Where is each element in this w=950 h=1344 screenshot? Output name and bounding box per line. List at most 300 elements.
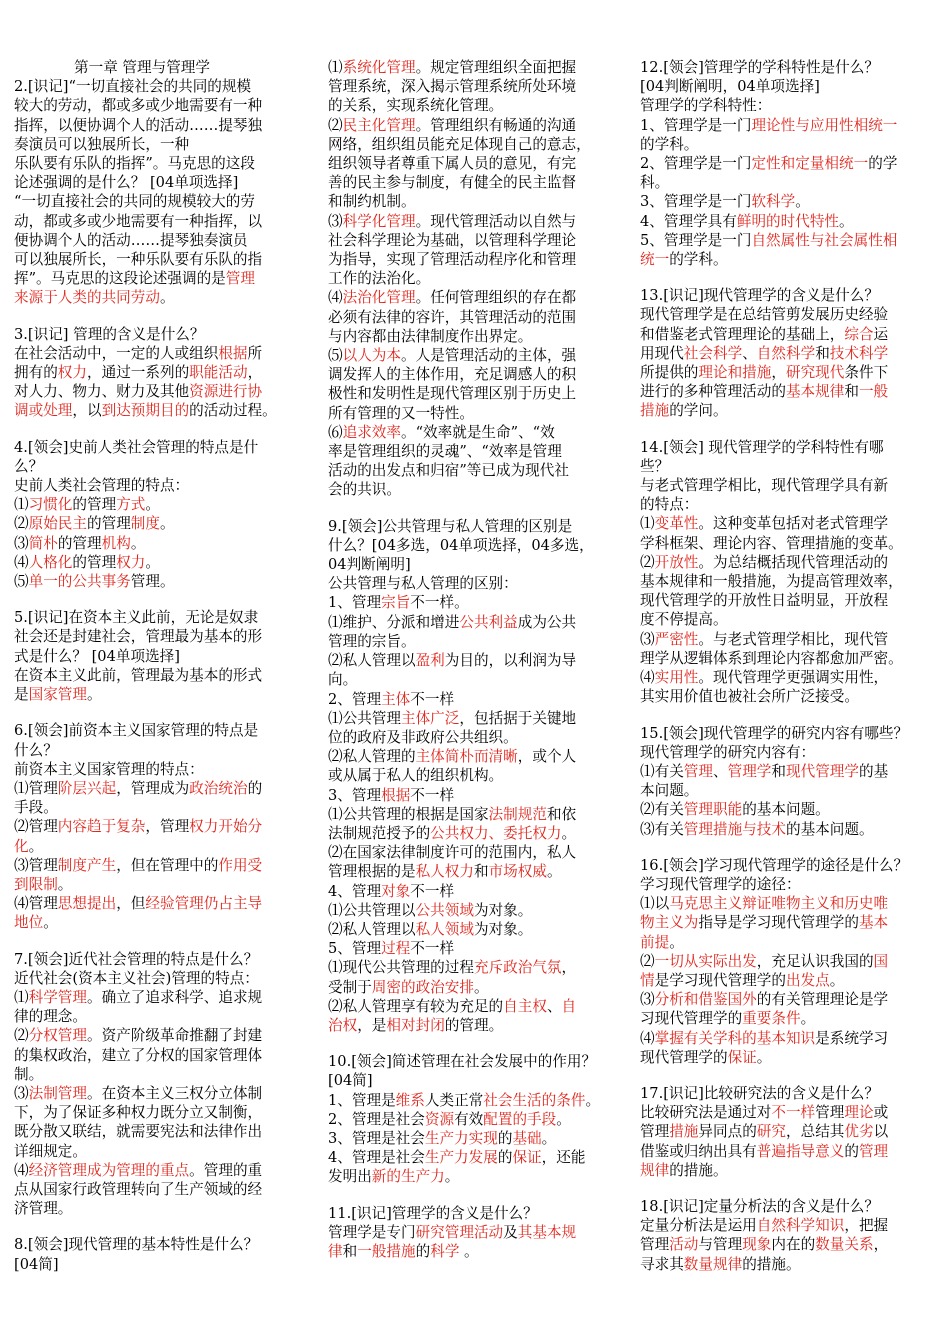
text-line — [14, 1026, 306, 1045]
text-run: 的基本问题。 — [785, 820, 874, 838]
text-run: 史前人类社会管理的特点： — [14, 477, 190, 495]
text-run: ，总结其 — [786, 1123, 845, 1141]
text-line — [14, 495, 306, 514]
text-run: 。 — [541, 1129, 557, 1147]
text-run: 。 — [28, 837, 44, 855]
text-run: 的集权政治，建立了分权的国家管理体 — [14, 1046, 263, 1064]
section-gap — [640, 839, 936, 856]
key-term: 自然属性与社会属性相 — [751, 231, 898, 249]
text-run: 5、管理 — [328, 940, 382, 958]
text-run: 为对象。 — [473, 901, 533, 919]
text-line — [640, 572, 936, 591]
text-run: 4、管理是社会 — [328, 1149, 425, 1167]
text-line — [328, 574, 624, 593]
text-run: 的管理 — [87, 515, 131, 533]
text-run: 不一样 — [410, 786, 455, 804]
text-run: 可以独展所长，一种乐队要有乐队的指 — [14, 251, 263, 269]
text-line — [640, 534, 936, 553]
text-line — [14, 534, 306, 553]
text-line — [640, 231, 936, 250]
text-run: 的 — [844, 1142, 859, 1160]
text-run: 条件下 — [844, 364, 889, 382]
key-term: 活动 — [669, 1236, 699, 1254]
text-line — [640, 952, 936, 971]
text-line — [14, 572, 306, 591]
text-line — [328, 192, 624, 211]
text-line — [14, 438, 306, 457]
key-term: 生产力实现 — [424, 1129, 498, 1147]
text-run: 15.[领会]现代管理学的研究内容有哪些？ — [640, 724, 909, 742]
text-line — [328, 173, 624, 192]
text-run: 进行的多种管理活动的 — [640, 383, 786, 401]
text-line — [640, 476, 936, 495]
key-term: 阶层兴起 — [57, 779, 117, 797]
text-run: ⑵私人管理的 — [328, 748, 416, 766]
text-run: 是系统学习 — [815, 1029, 889, 1047]
text-run: 运 — [873, 325, 889, 343]
text-run: ， — [873, 1236, 889, 1254]
text-run: 公共管理与私人管理的区别： — [328, 575, 518, 593]
key-term: 作用受 — [218, 856, 263, 874]
text-run: “一切直接社会的共同的规模较大的劳 — [14, 193, 255, 211]
key-term: 来源于人类的共同劳动 — [14, 289, 160, 307]
text-line — [328, 269, 624, 288]
text-line — [328, 978, 624, 997]
key-term: 到达预期目的 — [101, 402, 190, 420]
text-run: ⑶ — [640, 991, 655, 1009]
text-run: 善的民主参与制度，有健全的民主监督 — [328, 174, 577, 192]
text-run: [04简] — [14, 1255, 59, 1273]
text-run: 。确立了追求科学、追求规 — [87, 988, 263, 1006]
text-run: 不一样 — [410, 690, 455, 708]
key-term: 新的生产力 — [371, 1168, 445, 1186]
text-run: 较大的劳动，都或多或少地需要有一种 — [14, 97, 263, 115]
text-run: 第一章 管理与管理学 — [74, 59, 210, 76]
text-run: 动，都或多或少地需要有一种指挥，以 — [14, 212, 263, 230]
text-line — [328, 250, 624, 269]
text-run: 。任何管理组织的存在都 — [415, 289, 577, 307]
text-run: 什么？[04多选，04单项选择，04多选， — [328, 536, 594, 554]
text-run: 3、管理 — [328, 786, 382, 804]
text-line — [640, 457, 936, 476]
text-run: 4.[领会]史前人类社会管理的特点是什 — [14, 438, 259, 456]
key-term: 分析和借鉴国外 — [654, 991, 757, 1009]
key-term: 其基本规 — [517, 1223, 577, 1241]
text-line — [328, 461, 624, 480]
key-term: 措施 — [640, 402, 670, 420]
text-run: 律的理念。 — [14, 1008, 87, 1026]
text-run: 不一样 — [410, 940, 455, 958]
text-run: ，但在管理中的 — [116, 856, 219, 874]
text-run: 挥”。马克思的这段论述强调的是 — [14, 270, 226, 288]
text-line — [640, 382, 936, 401]
text-line — [328, 1071, 624, 1090]
key-term: 理论性与应用性相统一 — [751, 116, 898, 134]
text-run: 对人力、物力、财力及其他 — [14, 383, 190, 401]
text-line — [640, 933, 936, 952]
text-run: ⑵管理 — [14, 818, 58, 836]
section-gap — [14, 704, 306, 721]
text-line — [328, 593, 624, 612]
text-line — [640, 1029, 936, 1048]
text-run: ⑷ — [14, 553, 29, 571]
text-line — [328, 651, 624, 670]
text-line — [14, 457, 306, 476]
text-run: 学科框架、理论内容、管理措施的变革。 — [640, 534, 903, 552]
text-line — [640, 58, 936, 77]
text-run: 。为总结概括现代管理活动的 — [698, 553, 889, 571]
key-term: 一般措施 — [357, 1242, 416, 1260]
key-term: 主体广泛 — [400, 709, 460, 727]
text-line — [14, 1122, 306, 1141]
key-term: 措施 — [669, 1123, 699, 1141]
key-term: 公共领域 — [415, 901, 474, 919]
text-line — [328, 116, 624, 135]
section-gap — [640, 707, 936, 724]
text-run: 5、管理学是一门 — [640, 231, 752, 249]
text-line — [328, 1110, 624, 1129]
key-term: 追求效率 — [342, 423, 401, 441]
key-term: 规律 — [640, 1161, 670, 1179]
key-term: 职能活动 — [189, 364, 248, 382]
text-line — [14, 382, 306, 401]
text-line — [14, 173, 306, 192]
text-run: 9.[领会]公共管理与私人管理的区别是 — [328, 517, 573, 535]
text-run: 不一样。 — [410, 594, 469, 612]
key-term: 实用性 — [654, 669, 699, 687]
key-term: 情 — [640, 971, 655, 989]
text-run: 为对象。 — [473, 920, 533, 938]
text-line — [328, 1052, 624, 1071]
text-run: ，通过一系列的 — [87, 364, 190, 382]
key-term: 理论和措施 — [698, 364, 772, 382]
key-term: 相对封闭 — [386, 1016, 445, 1034]
key-term: 一切从实际出发 — [654, 952, 757, 970]
text-run: ⑶ — [14, 534, 29, 552]
text-line — [14, 1046, 306, 1065]
key-term: 习惯化 — [28, 496, 73, 514]
text-line — [640, 401, 936, 420]
text-line — [14, 666, 306, 685]
text-line — [328, 939, 624, 958]
text-run: 。现代管理活动以自然与 — [415, 212, 577, 230]
text-run: 。管理组织有畅通的沟通 — [415, 116, 577, 134]
text-run: 和 — [342, 1242, 358, 1260]
text-line — [640, 971, 936, 990]
text-run: 6.[领会]前资本主义国家管理的特点是 — [14, 722, 259, 740]
text-run: 其实用价值也被社会所广泛接受。 — [640, 688, 859, 706]
text-run: 手段。 — [14, 799, 58, 817]
text-run: 管理的宗旨。 — [328, 632, 416, 650]
key-term: 基本规律 — [785, 383, 845, 401]
key-term: 管理 — [225, 270, 255, 288]
text-run: 不一样 — [410, 882, 455, 900]
text-run: 的 — [415, 1242, 431, 1260]
text-line — [328, 135, 624, 154]
text-run: ，把握 — [844, 1217, 889, 1235]
key-term: 机构 — [101, 534, 131, 552]
section-gap — [328, 500, 624, 517]
text-line — [640, 762, 936, 781]
text-line — [14, 856, 306, 875]
text-run: 的特点： — [640, 496, 699, 514]
text-run: 16.[领会]学习现代管理学的途径是什么？ — [640, 856, 909, 874]
key-term: 分权管理 — [28, 1027, 87, 1045]
text-run: 4、管理学具有 — [640, 212, 737, 230]
text-line — [14, 608, 306, 627]
text-line — [328, 77, 624, 96]
text-run: 的 — [497, 1149, 513, 1167]
text-run: 。 — [546, 863, 562, 881]
text-line — [328, 709, 624, 728]
text-run: 和借鉴老式管理理论的基础上， — [640, 325, 845, 343]
text-line — [14, 1103, 306, 1122]
text-line — [328, 1167, 624, 1186]
key-term: 管理措施与技术 — [683, 820, 786, 838]
text-line — [14, 1007, 306, 1026]
text-run: ，管理 — [145, 818, 190, 836]
text-run: 。人是管理活动的主体，强 — [401, 347, 577, 365]
key-term: 科学管理 — [28, 988, 87, 1006]
text-run: 管理 — [640, 1123, 670, 1141]
text-run: 。 — [800, 1010, 816, 1028]
text-run: 工作的法治化。 — [328, 270, 431, 288]
text-line — [328, 517, 624, 536]
text-line — [328, 1242, 624, 1261]
key-term: 数量关系 — [815, 1236, 874, 1254]
key-term: 保证 — [727, 1048, 757, 1066]
text-run: 。 — [756, 1048, 772, 1066]
text-line — [640, 514, 936, 533]
text-line — [640, 649, 936, 668]
column-left — [14, 58, 306, 1274]
text-line — [328, 555, 624, 574]
text-run: 奏演员可以独展所长，一种 — [14, 135, 190, 153]
text-line — [14, 192, 306, 211]
key-term: 过程 — [381, 940, 411, 958]
text-line — [640, 913, 936, 932]
key-term: 公共利益 — [459, 613, 518, 631]
text-run: 乐队要有乐队的指挥”。马克思的这段 — [14, 155, 255, 173]
key-term: 公共权力、委托权力 — [430, 824, 562, 842]
key-term: 出发点 — [785, 971, 830, 989]
text-run: 的管理 — [72, 496, 117, 514]
text-line — [14, 269, 306, 288]
key-term: 原始民主 — [28, 515, 87, 533]
text-run: 受制于 — [328, 978, 372, 996]
key-term: 社会生活的条件 — [483, 1091, 586, 1109]
text-run: 2、管理 — [328, 690, 382, 708]
key-term: 基础 — [512, 1129, 542, 1147]
text-line — [14, 553, 306, 572]
text-run: 拥有的 — [14, 364, 58, 382]
key-term: 法制规范 — [488, 805, 547, 823]
text-line — [640, 553, 936, 572]
text-run: 点从国家行政管理转向了生产领域的经 — [14, 1180, 263, 1198]
key-term: 法制管理 — [28, 1084, 87, 1102]
text-run: 。这种变革包括对老式管理学 — [698, 515, 889, 533]
text-run: 以 — [873, 1123, 889, 1141]
text-run: 11.[识记]管理学的含义是什么？ — [328, 1204, 538, 1222]
text-line — [14, 212, 306, 231]
text-run: 12.[领会]管理学的学科特性是什么？ — [640, 59, 879, 76]
text-run: ⑷ — [640, 1029, 655, 1047]
text-line — [14, 875, 306, 894]
text-line — [14, 817, 306, 836]
text-run: 既分散又联结，就需要宪法和法律作出 — [14, 1123, 263, 1141]
key-term: 普遍指导意义 — [756, 1142, 845, 1160]
text-line — [14, 116, 306, 135]
text-run: 。管理的重 — [189, 1161, 263, 1179]
key-term: 研究现代 — [785, 364, 845, 382]
text-line — [640, 856, 936, 875]
text-run: 1、管理学是一门 — [640, 116, 752, 134]
text-line — [14, 627, 306, 646]
text-line — [328, 670, 624, 689]
text-line — [640, 363, 936, 382]
text-line — [14, 401, 306, 420]
key-term: 国 — [873, 952, 889, 970]
key-term: 充斥政治气氛 — [473, 959, 562, 977]
text-line — [640, 990, 936, 1009]
key-term: 市场权威 — [488, 863, 547, 881]
key-term: 对象 — [381, 882, 411, 900]
text-run: ⑴ — [14, 496, 29, 514]
key-term: 一般 — [858, 383, 889, 401]
text-run: 04判断阐明] — [328, 556, 411, 574]
text-line — [328, 1148, 624, 1167]
text-line — [640, 820, 936, 839]
text-run: 。 — [795, 193, 810, 211]
section-gap — [14, 1218, 306, 1235]
key-term: 研究 — [756, 1123, 786, 1141]
text-run: 与老式管理学相比，现代管理学具有新 — [640, 477, 889, 495]
text-run: ⑶ — [14, 1084, 29, 1102]
text-line — [328, 231, 624, 250]
text-run: 。 — [145, 496, 161, 514]
text-line — [640, 1255, 936, 1274]
text-line — [328, 480, 624, 499]
text-run: 。 — [473, 978, 489, 996]
text-line — [640, 687, 936, 706]
text-run: 网络，组织组员能充足体现自己的意志， — [328, 135, 591, 153]
text-run: 1、管理 — [328, 594, 382, 612]
text-line — [640, 1216, 936, 1235]
text-line — [14, 1235, 306, 1254]
text-run: 极性和发明性是现代管理区别于历史上 — [328, 385, 577, 403]
text-line — [328, 1129, 624, 1148]
text-run: 的管理 — [72, 553, 117, 571]
text-run: 的基 — [859, 762, 889, 780]
text-line — [640, 96, 936, 115]
text-run: 13.[识记]现代管理学的含义是什么？ — [640, 287, 879, 305]
text-run: 3.[识记] 管理的含义是什么？ — [14, 325, 205, 343]
section-gap — [328, 1035, 624, 1052]
text-run: 异同点的 — [698, 1123, 757, 1141]
text-line — [14, 1065, 306, 1084]
text-run: 向。 — [328, 671, 358, 689]
key-term: 资源进行协 — [189, 383, 263, 401]
key-term: 综合 — [844, 325, 874, 343]
text-line — [14, 135, 306, 154]
text-line — [328, 690, 624, 709]
text-run: 。 — [444, 1168, 460, 1186]
text-line — [640, 668, 936, 687]
text-line — [640, 591, 936, 610]
text-run: 2、管理是社会 — [328, 1110, 425, 1128]
text-run: 制。 — [14, 1065, 44, 1083]
text-line — [640, 1048, 936, 1067]
text-line — [328, 442, 624, 461]
text-run: 的基本问题。 — [742, 801, 830, 819]
text-line — [328, 384, 624, 403]
text-run: 社会还是封建社会，管理最为基本的形 — [14, 628, 263, 646]
text-run: 2.[识记]“一切直接社会的共同的规模 — [14, 78, 252, 96]
text-line — [640, 781, 936, 800]
text-run: 什么？ — [14, 741, 58, 759]
text-line — [328, 1223, 624, 1242]
text-run: 14.[领会] 现代管理学的学科特性有哪 — [640, 438, 884, 456]
text-line — [640, 800, 936, 819]
text-run: 定量分析法是运用 — [640, 1217, 757, 1235]
text-run: ⑵在国家法律制度许可的范围内，私人 — [328, 844, 577, 862]
text-run: 及 — [503, 1223, 518, 1241]
text-run: 本问题。 — [640, 782, 699, 800]
text-run: ⑷管理 — [14, 895, 58, 913]
key-term: 治权 — [328, 1016, 358, 1034]
text-run: 。 — [459, 1242, 479, 1260]
text-line — [640, 250, 936, 269]
text-run: 管理 — [815, 1104, 845, 1122]
text-line — [640, 495, 936, 514]
text-run: 。 — [87, 686, 102, 704]
key-term: 权力 — [57, 364, 87, 382]
text-run: 。 — [839, 212, 854, 230]
text-run: 指导是学习现代管理学的 — [698, 914, 859, 932]
text-line — [328, 862, 624, 881]
key-term: 主体简朴而清晰 — [415, 748, 518, 766]
text-run: 成为公共 — [517, 613, 577, 631]
key-term: 生产力发展 — [424, 1149, 498, 1167]
text-line — [328, 404, 624, 423]
text-line — [14, 476, 306, 495]
text-line — [640, 325, 936, 344]
text-line — [14, 1084, 306, 1103]
text-run: [04简] — [328, 1072, 373, 1090]
text-line — [640, 875, 936, 894]
text-line — [328, 212, 624, 231]
text-line — [328, 958, 624, 977]
text-run: 。 — [43, 914, 58, 932]
key-term: 变革性 — [654, 515, 699, 533]
text-line — [640, 1142, 936, 1161]
text-run: 位的政府及非政府公共组织。 — [328, 728, 518, 746]
text-line — [640, 77, 936, 96]
chapter-title — [14, 58, 306, 77]
text-line — [328, 632, 624, 651]
key-term: 私人权力 — [415, 863, 474, 881]
text-run: ，管理成为 — [116, 779, 190, 797]
text-run: 式是什么？ [04单项选择] — [14, 647, 180, 665]
key-term: 盈利 — [415, 652, 445, 670]
text-line — [640, 192, 936, 211]
text-run: 7.[领会]近代社会管理的特点是什么？ — [14, 950, 259, 968]
column-right — [640, 58, 936, 1274]
text-line — [14, 647, 306, 666]
text-run: 或 — [873, 1104, 889, 1122]
key-term: 周密的政治安排 — [371, 978, 474, 996]
text-line — [640, 1009, 936, 1028]
